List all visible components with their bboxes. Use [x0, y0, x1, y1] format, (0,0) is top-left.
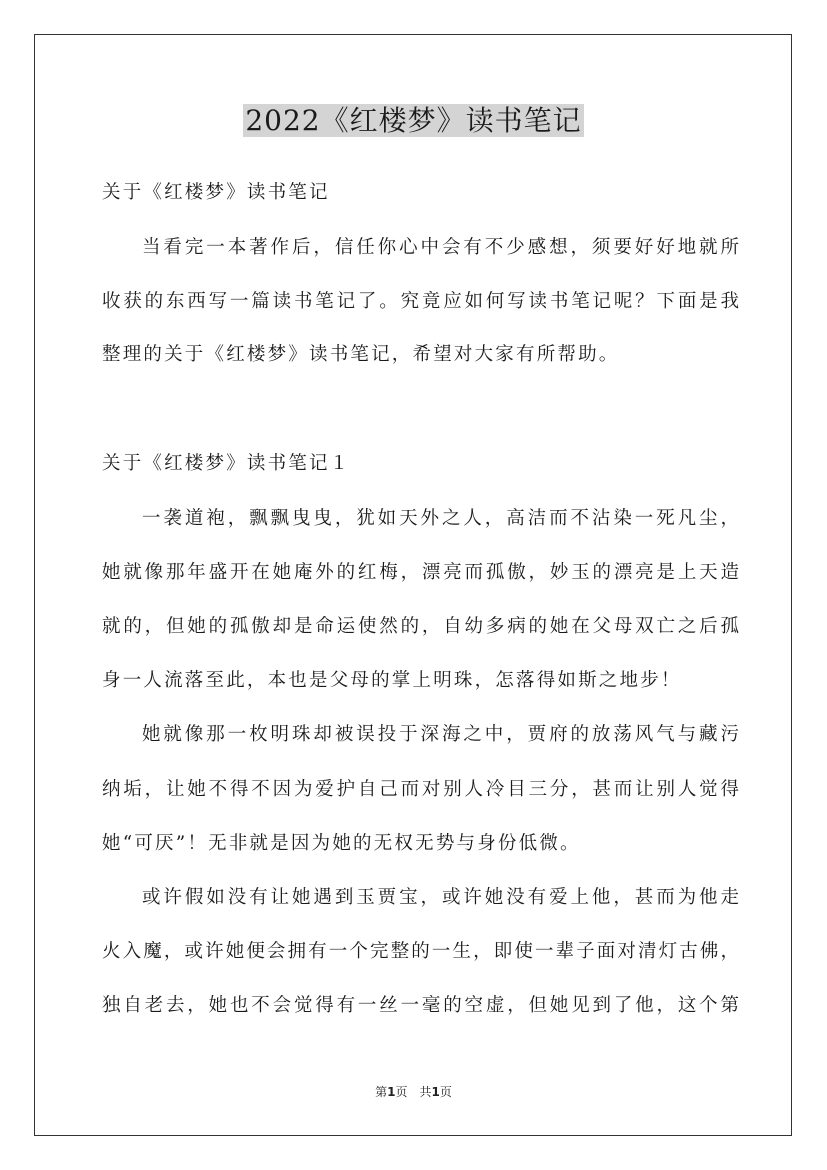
intro-line-1: 当看完一本著作后，信任你心中会有不少感想，须要好好地就所 [142, 237, 739, 258]
page-footer [0, 1083, 827, 1101]
paragraph-1-line-2: 她就像那年盛开在她庵外的红梅，漂亮而孤傲，妙玉的漂亮是上天造 [102, 562, 739, 583]
intro-line-3: 整理的关于《红楼梦》读书笔记，希望对大家有所帮助。 [102, 344, 620, 365]
section-1-heading: 关于《红楼梦》读书笔记１ [102, 453, 351, 474]
footer-page-total: 1 [431, 1085, 440, 1099]
paragraph-3-line-3: 独自老去，她也不会觉得有一丝一毫的空虚，但她见到了他，这个第 [102, 995, 739, 1016]
footer-page-current: 1 [387, 1085, 396, 1099]
footer-page-prefix: 第 [375, 1085, 388, 1099]
document-title-text: 2022《红楼梦》读书笔记 [245, 104, 582, 137]
document-title [0, 99, 827, 143]
paragraph-2-line-2: 纳垢，让她不得不因为爱护自己而对别人冷目三分，甚而让别人觉得 [102, 779, 739, 800]
footer-page-suffix: 页 [395, 1085, 408, 1099]
intro-heading: 关于《红楼梦》读书笔记 [102, 182, 330, 203]
footer-total-prefix: 共 [419, 1085, 432, 1099]
paragraph-2-line-1: 她就像那一枚明珠却被误投于深海之中，贾府的放荡风气与藏污 [142, 724, 739, 745]
paragraph-1-line-4: 身一人流落至此，本也是父母的掌上明珠，怎落得如斯之地步！ [102, 670, 682, 691]
paragraph-2-line-3: 她“可厌”！无非就是因为她的无权无势与身份低微。 [102, 833, 581, 854]
intro-line-2: 收获的东西写一篇读书笔记了。究竟应如何写读书笔记呢？下面是我 [102, 291, 739, 312]
footer-total-suffix: 页 [439, 1085, 452, 1099]
paragraph-1-line-3: 就的，但她的孤傲却是命运使然的，自幼多病的她在父母双亡之后孤 [102, 616, 739, 637]
paragraph-3-line-1: 或许假如没有让她遇到玉贾宝，或许她没有爱上他，甚而为他走 [142, 887, 739, 908]
paragraph-1-line-1: 一袭道袍，飘飘曳曳，犹如天外之人，高洁而不沾染一死凡尘， [142, 508, 739, 529]
paragraph-3-line-2: 火入魔，或许她便会拥有一个完整的一生，即使一辈子面对清灯古佛， [102, 941, 739, 962]
